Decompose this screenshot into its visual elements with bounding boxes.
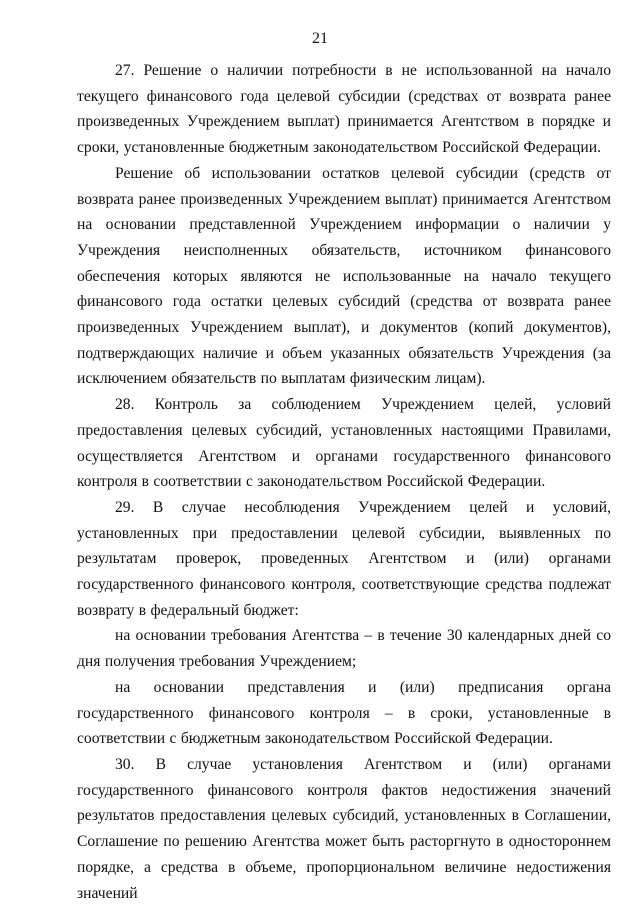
paragraph-29: 29. В случае несоблюдения Учреждением целей и условий, установленных при предоставлении целевой субсидии, выявленных по результатам проверок, проведенных Агентством и (или) органами государственного финансового контроля, соответствующие средства подлежат возврату в федеральный бюджет: — [77, 498, 611, 619]
page-number: 21 — [312, 30, 328, 47]
paragraph-27: 27. Решение о наличии потребности в не использованной на начало текущего финансового года целевой субсидии (средствах от возврата ранее произведенных Учреждением выплат) принимается Агентством в порядке и сроки, установленные бюджетным законодательством Российской Федерации. — [77, 62, 611, 157]
paragraph-28: 28. Контроль за соблюдением Учреждением целей, условий предоставления целевых субсидий, установленных настоящими Правилами, осуществляется Агентством и органами государственного финансового контроля в соответствии с законодательством Российской Федерации. — [77, 396, 611, 491]
paragraph-30: 30. В случае установления Агентством и (или) органами государственного финансового контроля фактов недостижения значений результатов предоставления целевых субсидий, установленных в Соглашении, Соглашение по решению Агентства может быть расторгнуто в одностороннем порядке, а средства в объеме, пропорциональном величине недостижения значений — [77, 755, 611, 902]
document-body — [77, 58, 611, 906]
paragraph-29-agency-demand: на основании требования Агентства – в течение 30 календарных дней со дня получения требования Учреждением; — [77, 627, 611, 671]
paragraph-29-control-order: на основании представления и (или) предписания органа государственного финансового контроля – в сроки, установленные в соответствии с бюджетным законодательством Российской Федерации. — [77, 678, 611, 748]
paragraph-27-decision: Решение об использовании остатков целевой субсидии (средств от возврата ранее произведенных Учреждением выплат) принимается Агентством на основании представленной Учреждением информации о наличии у Учреждения неисполненных обязательств, источником финансового обеспечения которых являются не использованные на начало текущего финансового года остатки целевых субсидий (средства от возврата ранее произведенных Учреждением выплат), и документов (копий документов), подтверждающих наличие и объем указанных обязательств Учреждения (за исключением обязательств по выплатам физическим лицам). — [77, 164, 611, 388]
